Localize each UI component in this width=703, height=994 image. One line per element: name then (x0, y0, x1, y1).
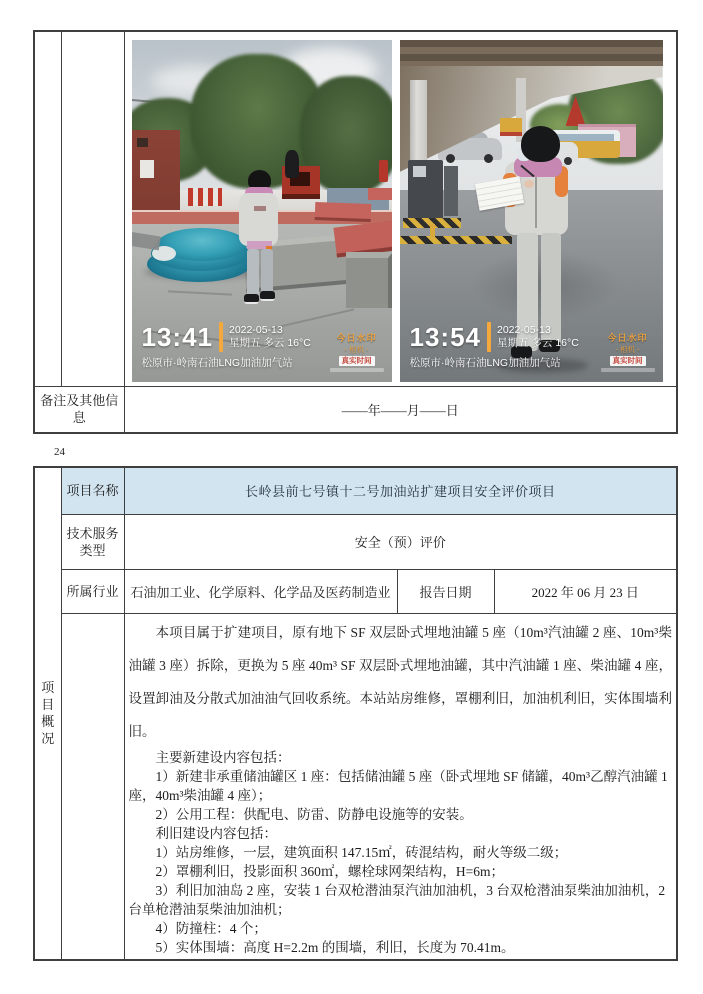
shoe (244, 294, 259, 304)
remark-value: ——年——月——日 (124, 387, 677, 433)
watermark (601, 331, 655, 372)
overview-line: 利旧建设内容包括： (155, 825, 277, 841)
inspector-hair (521, 126, 560, 162)
watermark-badge: 真实时间 (610, 356, 646, 366)
photos-cell (124, 31, 677, 387)
overview-line: 2）罩棚利旧，投影面积 360㎡，螺栓球网架结构，H=6m； (155, 863, 504, 879)
bus-windows (552, 134, 614, 141)
dispenser-screen (413, 166, 426, 177)
watermark-camera-label: - 相机 - (615, 345, 640, 354)
yellow-post (430, 224, 435, 237)
timestamp-overlay (142, 322, 311, 352)
page-number: 24 (54, 446, 65, 458)
timestamp-divider (487, 322, 491, 352)
watermark-code (330, 368, 384, 372)
report-date-label: 报告日期 (397, 569, 494, 613)
photo-time: 13:41 (141, 322, 213, 352)
empty-label-cell (61, 613, 124, 960)
site-photo-right (400, 40, 663, 382)
photo-location: 松原市·岭南石油LNG加油加气站 (409, 357, 561, 369)
overview-list (129, 748, 673, 957)
hazard-curb (400, 236, 512, 244)
inspector-jacket (239, 193, 278, 246)
overview-paragraph: 本项目属于扩建项目，原有地下 SF 双层卧式埋地油罐 5 座（10m³汽油罐 2 座、10m³柴油罐 3 座）拆除，更换为 5 座 40m³ SF 双层卧式埋地油罐，其中汽油罐 1 座、柴油罐 4 座，设置卸油及分散式加油油气回收系统。本站站房维修，罩棚利旧，加油机利旧，实体围墙利旧。 (128, 624, 672, 739)
watermark-code (601, 368, 655, 372)
photo-date: 2022-05-13 (229, 324, 283, 336)
photo-weather: 星期五 多云 16°C (229, 337, 311, 349)
inspector-leg (261, 249, 273, 295)
site-photos-table (33, 30, 678, 434)
photo-location: 松原市·岭南石油LNG加油加气站 (141, 357, 293, 369)
project-name-value: 长岭县前七号镇十二号加油站扩建项目安全评价项目 (124, 467, 677, 514)
remark-label: 备注及其他信息 (34, 387, 124, 433)
overview-line: 主要新建设内容包括： (155, 749, 291, 765)
photo-time: 13:54 (409, 322, 481, 352)
hand (524, 180, 534, 188)
jacket-zipper (535, 168, 537, 228)
sign (140, 160, 154, 178)
watermark-app-name: 今日水印 (336, 333, 377, 343)
fire-extinguisher (379, 160, 388, 182)
empty-label-cell (61, 31, 124, 387)
overview-line: 5）实体围墙：高度 H=2.2m 的围墙，利旧，长度为 70.41m。 (155, 939, 515, 955)
price-sign (500, 118, 522, 136)
empty-side-cell (34, 31, 61, 387)
service-type-label: 技术服务类型 (61, 514, 124, 569)
car-wheel (484, 154, 493, 163)
concrete-block (346, 252, 392, 308)
project-info-table (33, 466, 678, 961)
photo-weather: 星期五 多云 16°C (497, 337, 579, 349)
overview-line: 1）站房维修，一层，建筑面积 147.15㎡，砖混结构，耐火等级二级； (155, 844, 568, 860)
inspector-leg (247, 249, 259, 297)
striped-tent (188, 188, 222, 206)
industry-label: 所属行业 (61, 569, 124, 613)
canopy-beam (400, 40, 663, 66)
side-label-project-overview: 项目概况 (34, 467, 61, 960)
overview-line: 3）利旧加油岛 2 座，安装 1 台双枪潜油泵汽油加油机，3 台双枪潜油泵柴油加油机，2 台单枪潜油泵柴油加油机； (128, 882, 666, 917)
watermark-badge: 真实时间 (339, 356, 375, 366)
service-type-value: 安全（预）评价 (124, 514, 677, 569)
worker-figure (285, 150, 299, 178)
site-photo-left (132, 40, 392, 382)
photo-date: 2022-05-13 (497, 324, 551, 336)
pink-slab (368, 188, 392, 200)
pink-slab (314, 202, 371, 222)
project-name-label: 项目名称 (61, 467, 124, 514)
report-date-value: 2022 年 06 月 23 日 (494, 569, 677, 613)
watermark-app-name: 今日水印 (607, 333, 648, 343)
overview-line: 4）防撞柱：4 个； (155, 920, 267, 936)
timestamp-divider (219, 322, 223, 352)
industry-value: 石油加工业、化学原料、化学品及医药制造业 (124, 569, 397, 613)
overview-line: 1）新建非承重储油罐区 1 座：包括储油罐 5 座（卧式埋地 SF 储罐，40m³乙醇汽油罐 1 座，40m³柴油罐 4 座）； (128, 768, 668, 803)
jacket-print (254, 206, 266, 211)
watermark (330, 331, 384, 372)
overview-line: 2）公用工程：供配电、防雷、防静电设施等的安装。 (155, 806, 473, 822)
shoe (260, 291, 275, 301)
window (137, 138, 148, 147)
timestamp-overlay (410, 322, 579, 352)
watermark-camera-label: - 相机 - (344, 345, 369, 354)
project-overview-text (124, 613, 677, 960)
car-wheel (446, 154, 455, 163)
fuel-dispenser (444, 166, 458, 216)
